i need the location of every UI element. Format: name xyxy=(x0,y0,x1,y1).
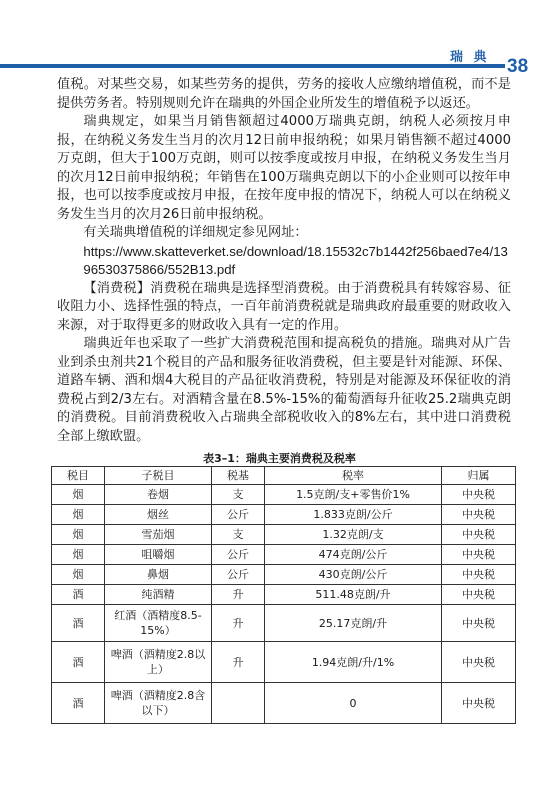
table-cell: 酒 xyxy=(52,642,105,683)
paragraph-vat-filing: 瑞典规定，如果当月销售额超过4000万瑞典克朗，纳税人必须按月申报，在纳税义务发生当月的次月12日前申报纳税；如果月销售额不超过4000万克朗，但大于100万克朗，则可以按季度或按月申报，在纳税义务发生当月的次月12日前申报纳税；年销售在100万瑞典克朗以下的小企业则可以按年申报，也可以按季度或按月申报，在按年度申报的情况下，纳税人可以在纳税义务发生当月的次月26日前申报纳税。 xyxy=(57,114,511,222)
paragraph-excise-intro: 【消费税】消费税在瑞典是选择型消费税。由于消费税具有转嫁容易、征收阻力小、选择性强的特点，一百年前消费税就是瑞典政府最重要的财政收入来源，对于取得更多的财政收入具有一定的作用。 xyxy=(57,280,511,333)
table-cell: 啤酒（酒精度2.8含以下） xyxy=(105,683,212,724)
table-row xyxy=(52,642,516,683)
table-row xyxy=(52,525,516,545)
table-row xyxy=(52,545,516,565)
table-cell: 公斤 xyxy=(212,565,265,585)
table-cell: 474克朗/公斤 xyxy=(265,545,442,565)
table-cell: 公斤 xyxy=(212,505,265,525)
table-cell: 中央税 xyxy=(442,485,516,505)
table-row xyxy=(52,585,516,605)
table-cell: 升 xyxy=(212,585,265,605)
table-row xyxy=(52,485,516,505)
table-cell: 1.32克朗/支 xyxy=(265,525,442,545)
column-header: 税目 xyxy=(52,467,105,485)
page-number: 38 xyxy=(507,56,529,77)
paragraph-excise-measures: 瑞典近年也采取了一些扩大消费税范围和提高税负的措施。瑞典对从广告业到杀虫剂共21个税目的产品和服务征收消费税，但主要是针对能源、环保、道路车辆、酒和烟4大税目的产品征收消费税，特别是对能源及环保征收的消费税占到2/3左右。对酒精含量在8.5%-15%的葡萄酒每升征收25.2瑞典克朗的消费税。目前消费税收入占瑞典全部税收收入的8%左右，其中进口消费税全部上缴欧盟。 xyxy=(57,336,511,444)
vat-url-link[interactable]: https://www.skatteverket.se/download/18.15532c7b1442f256baed7e4/1396530375866/552B13.pdf xyxy=(83,243,508,277)
table-cell: 纯酒精 xyxy=(105,585,212,605)
table-cell: 430克朗/公斤 xyxy=(265,565,442,585)
table-cell: 中央税 xyxy=(442,585,516,605)
table-row xyxy=(52,565,516,585)
header-country-label: 瑞 典 xyxy=(450,50,490,65)
table-cell: 1.833克朗/公斤 xyxy=(265,505,442,525)
column-header: 税基 xyxy=(212,467,265,485)
table-row xyxy=(52,605,516,642)
paragraph-vat-link-intro: 有关瑞典增值税的详细规定参见网址： xyxy=(83,225,308,240)
body-text xyxy=(57,76,511,446)
table-cell: 25.17克朗/升 xyxy=(265,605,442,642)
table-cell: 中央税 xyxy=(442,525,516,545)
table-cell: 烟 xyxy=(52,565,105,585)
table-row xyxy=(52,683,516,724)
table-cell: 0 xyxy=(265,683,442,724)
table-cell xyxy=(212,683,265,724)
table-cell: 中央税 xyxy=(442,605,516,642)
excise-tax-table xyxy=(51,466,516,724)
table-cell: 1.5克朗/支+零售价1% xyxy=(265,485,442,505)
table-cell: 中央税 xyxy=(442,545,516,565)
table-cell: 卷烟 xyxy=(105,485,212,505)
table-cell: 啤酒（酒精度2.8以上） xyxy=(105,642,212,683)
table-cell: 酒 xyxy=(52,585,105,605)
paragraph-vat-continued: 值税。对某些交易，如某些劳务的提供，劳务的接收人应缴纳增值税，而不是提供劳务者。特别规则允许在瑞典的外国企业所发生的增值税予以返还。 xyxy=(57,77,511,111)
table-cell: 烟 xyxy=(52,485,105,505)
table-cell: 支 xyxy=(212,485,265,505)
table-caption: 表3–1：瑞典主要消费税及税率 xyxy=(203,452,356,465)
table-cell: 鼻烟 xyxy=(105,565,212,585)
table-cell: 中央税 xyxy=(442,683,516,724)
table-cell: 支 xyxy=(212,525,265,545)
table-header-row xyxy=(52,467,516,485)
table-cell: 咀嚼烟 xyxy=(105,545,212,565)
table-cell: 酒 xyxy=(52,683,105,724)
table-cell: 511.48克朗/升 xyxy=(265,585,442,605)
table-cell: 红酒（酒精度8.5-15%） xyxy=(105,605,212,642)
table-cell: 中央税 xyxy=(442,505,516,525)
table-cell: 烟 xyxy=(52,505,105,525)
table-cell: 雪茄烟 xyxy=(105,525,212,545)
table-cell: 烟丝 xyxy=(105,505,212,525)
table-cell: 1.94克朗/升/1% xyxy=(265,642,442,683)
table-cell: 公斤 xyxy=(212,545,265,565)
table-cell: 烟 xyxy=(52,545,105,565)
column-header: 子税目 xyxy=(105,467,212,485)
table-cell: 烟 xyxy=(52,525,105,545)
table-cell: 升 xyxy=(212,642,265,683)
column-header: 归属 xyxy=(442,467,516,485)
header-rule xyxy=(0,64,505,68)
table-row xyxy=(52,505,516,525)
table-cell: 中央税 xyxy=(442,642,516,683)
table-cell: 中央税 xyxy=(442,565,516,585)
table-cell: 升 xyxy=(212,605,265,642)
table-cell: 酒 xyxy=(52,605,105,642)
column-header: 税率 xyxy=(265,467,442,485)
